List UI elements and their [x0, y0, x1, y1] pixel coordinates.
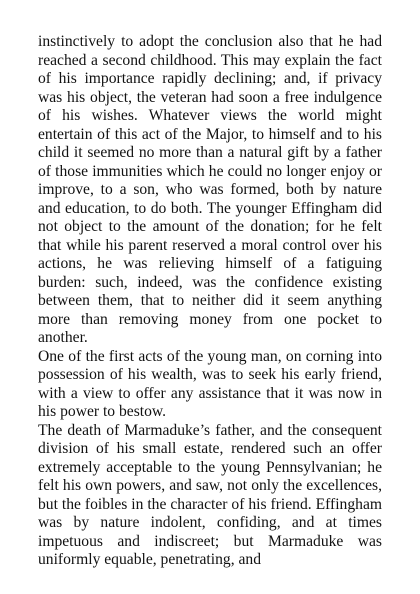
page-body-text [38, 33, 382, 570]
paragraph-1: instinctively to adopt the conclusion also that he had reached a second childhood. This may explain the fact of his importance rapidly declining; and, if privacy was his object, the veteran had soon a free indulgence of his wishes. Whatever views the world might entertain of this act of the Major, to himself and to his child it seemed no more than a natural gift by a father of those immunities which he could no longer enjoy or improve, to a son, who was formed, both by nature and education, to do both. The younger Effingham did not object to the amount of the donation; for he felt that while his parent reserved a moral control over his actions, he was relieving himself of a fatiguing burden: such, indeed, was the confidence existing between them, that to neither did it seem anything more than removing money from one pocket to another. [38, 33, 382, 346]
paragraph-2: One of the first acts of the young man, on corning into possession of his wealth, was to seek his early friend, with a view to offer any assistance that it was now in his power to bestow. [38, 347, 382, 420]
paragraph-3: The death of Marmaduke’s father, and the consequent division of his small estate, rendered such an offer extremely acceptable to the young Pennsylvanian; he felt his own powers, and saw, not only the excellences, but the foibles in the character of his friend. Effingham was by nature indolent, confiding, and at times impetuous and indiscreet; but Marmaduke was uniformly equable, penetrating, and [38, 421, 382, 568]
